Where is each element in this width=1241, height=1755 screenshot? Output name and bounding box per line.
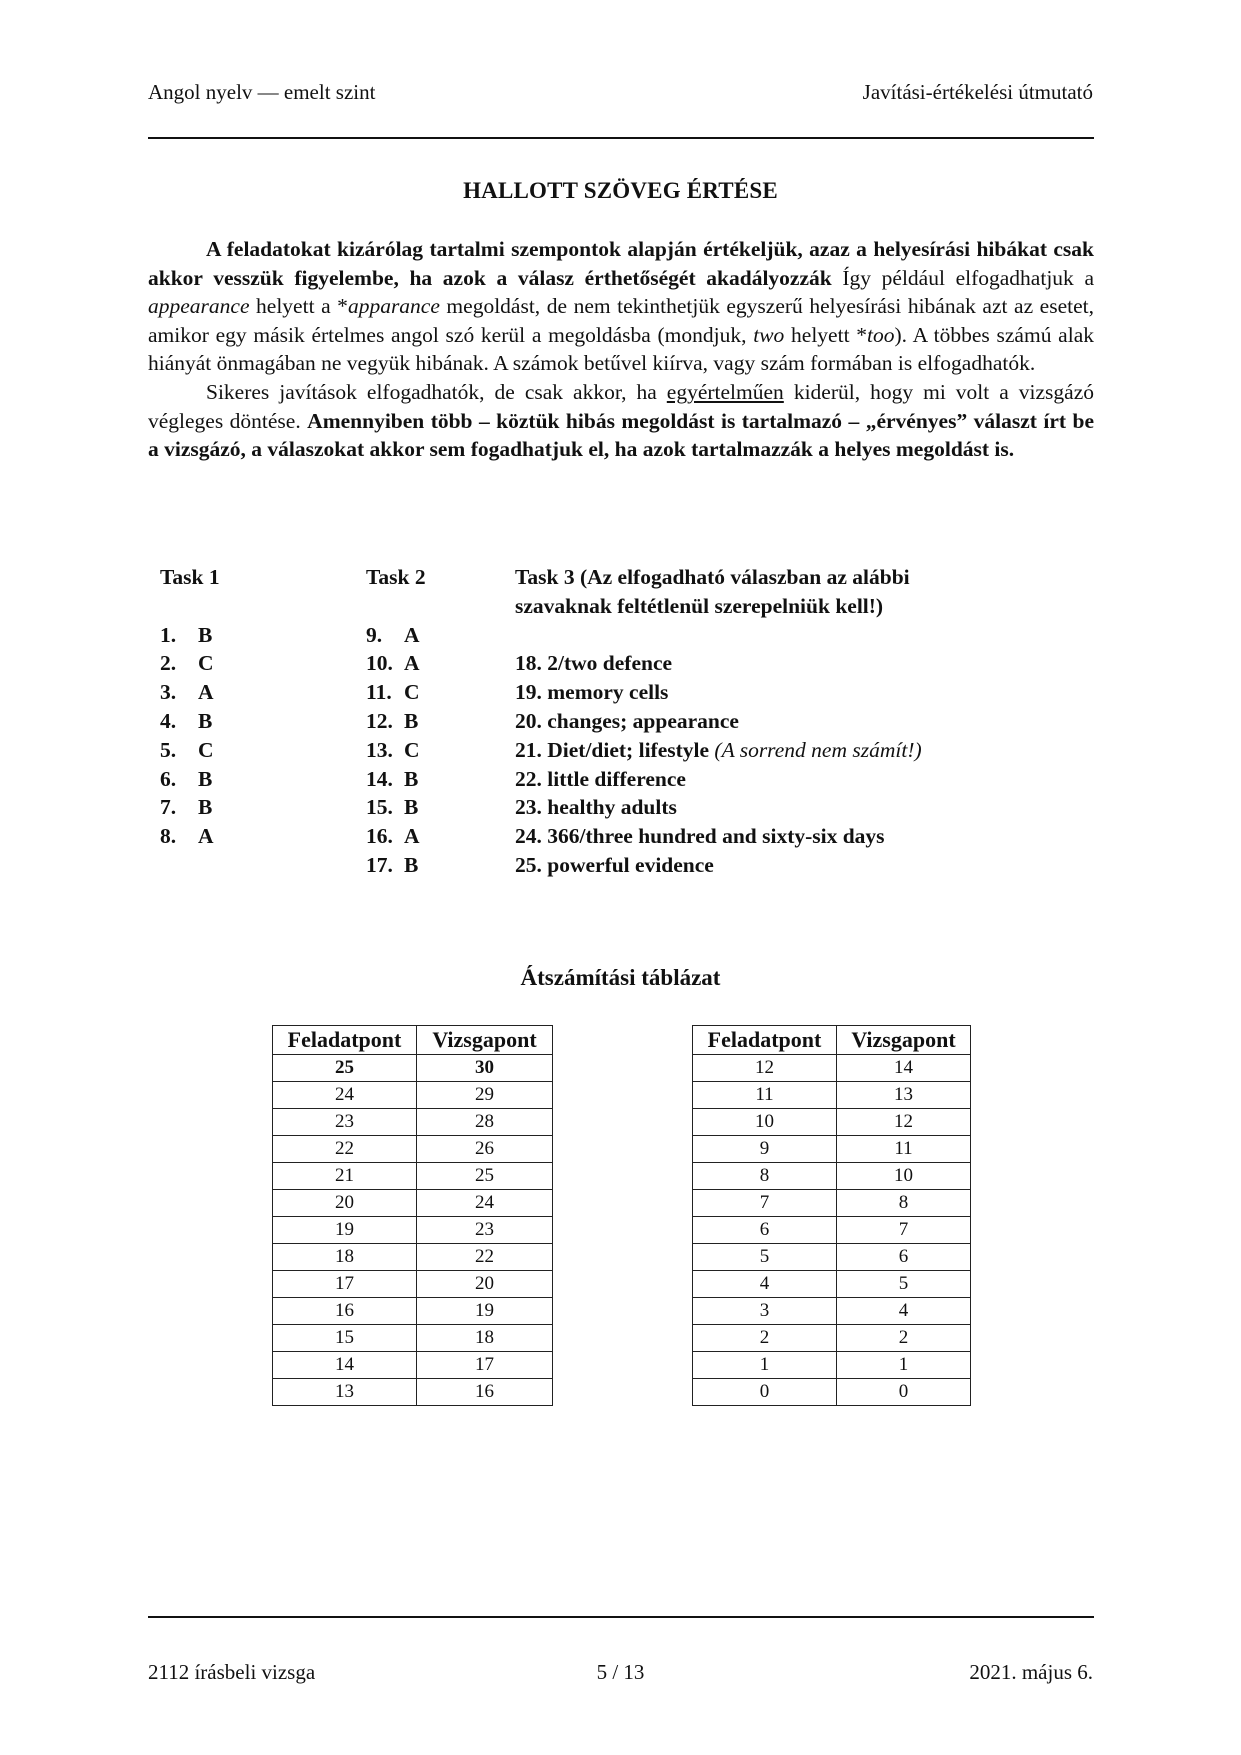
item-answer: A [404, 824, 420, 849]
answer-item [366, 736, 506, 765]
answer-item [515, 793, 1215, 822]
feladatpont-cell: 16 [273, 1298, 417, 1325]
item-number: 10. [366, 651, 393, 676]
feladatpont-cell: 4 [693, 1271, 837, 1298]
item-answer: B [404, 795, 419, 820]
item-answer: A [404, 622, 420, 647]
header-doc-type: Javítási-értékelési útmutató [862, 80, 1093, 104]
item-answer: A [198, 680, 214, 705]
item-answer: B [198, 795, 213, 820]
table-row [273, 1217, 553, 1244]
answer-item [160, 736, 340, 765]
item-answer: 23. healthy adults [515, 795, 677, 820]
instructions [148, 235, 1094, 464]
item-answer: B [198, 622, 213, 647]
answer-item [366, 649, 506, 678]
vizsgapont-cell: 18 [417, 1325, 553, 1352]
feladatpont-cell: 24 [273, 1082, 417, 1109]
table-row [273, 1190, 553, 1217]
table-row [273, 1271, 553, 1298]
item-answer: C [404, 737, 420, 762]
feladatpont-cell: 3 [693, 1298, 837, 1325]
table-row [693, 1190, 971, 1217]
conversion-table-title: Átszámítási táblázat [520, 965, 721, 990]
column-header-vizsgapont: Vizsgapont [837, 1026, 971, 1055]
instructions-paragraph-2 [148, 378, 1094, 464]
answer-item [366, 707, 506, 736]
feladatpont-cell: 20 [273, 1190, 417, 1217]
italic-word: two [753, 322, 785, 347]
table-row [273, 1136, 553, 1163]
task1-heading: Task 1 [160, 565, 220, 589]
text-span: helyett * [784, 322, 868, 347]
vizsgapont-cell: 23 [417, 1217, 553, 1244]
feladatpont-cell: 19 [273, 1217, 417, 1244]
feladatpont-cell: 5 [693, 1244, 837, 1271]
vizsgapont-cell: 10 [837, 1163, 971, 1190]
vizsgapont-cell: 29 [417, 1082, 553, 1109]
answer-item [160, 765, 340, 794]
feladatpont-cell: 23 [273, 1109, 417, 1136]
table-header-row [273, 1026, 553, 1055]
task3-heading-line-2: szavaknak feltétlenül szerepelniük kell!) [515, 593, 884, 618]
item-number: 14. [366, 766, 393, 791]
task3-heading-line-1: Task 3 (Az elfogadható válaszban az alábbi [515, 565, 910, 589]
task3-column [515, 563, 1215, 880]
vizsgapont-cell: 6 [837, 1244, 971, 1271]
page-number: 5 / 13 [596, 1660, 645, 1684]
answer-item [366, 621, 506, 650]
vizsgapont-cell: 1 [837, 1352, 971, 1379]
feladatpont-cell: 18 [273, 1244, 417, 1271]
item-number: 7. [160, 795, 177, 820]
feladatpont-cell: 7 [693, 1190, 837, 1217]
item-number: 1. [160, 622, 177, 647]
answer-item [160, 822, 340, 851]
item-answer: B [198, 708, 213, 733]
footer-exam-code: 2112 írásbeli vizsga [148, 1660, 316, 1684]
task1-answers [160, 621, 340, 851]
item-number: 4. [160, 708, 177, 733]
footer-date: 2021. május 6. [969, 1660, 1093, 1684]
table-row [273, 1109, 553, 1136]
item-answer: 22. little difference [515, 766, 686, 791]
task2-answers [366, 621, 506, 880]
item-number: 12. [366, 708, 393, 733]
item-answer: A [404, 651, 420, 676]
table-row [693, 1379, 971, 1406]
vizsgapont-cell: 2 [837, 1325, 971, 1352]
footer-divider [148, 1616, 1094, 1618]
answer-item [515, 736, 1215, 765]
vizsgapont-cell: 22 [417, 1244, 553, 1271]
item-answer: A [198, 824, 214, 849]
feladatpont-cell: 1 [693, 1352, 837, 1379]
item-number: 13. [366, 737, 393, 762]
vizsgapont-cell: 14 [837, 1055, 971, 1082]
answer-item [366, 678, 506, 707]
column-header-vizsgapont: Vizsgapont [417, 1026, 553, 1055]
answer-item [160, 678, 340, 707]
item-answer: B [198, 766, 213, 791]
feladatpont-cell: 22 [273, 1136, 417, 1163]
item-number: 5. [160, 737, 177, 762]
vizsgapont-cell: 26 [417, 1136, 553, 1163]
vizsgapont-cell: 5 [837, 1271, 971, 1298]
item-number: 9. [366, 622, 383, 647]
item-answer: C [198, 651, 214, 676]
vizsgapont-cell: 20 [417, 1271, 553, 1298]
vizsgapont-cell: 19 [417, 1298, 553, 1325]
table-row [693, 1298, 971, 1325]
feladatpont-cell: 21 [273, 1163, 417, 1190]
item-number: 16. [366, 824, 393, 849]
text-span: helyett a * [249, 294, 348, 319]
item-number: 6. [160, 766, 177, 791]
bold-tail: Amennyiben több – köztük hibás megoldást is tartalmazó – „érvényes” választ írt be a vizsgázó, a válaszokat akkor sem fogadhatjuk el, ha azok tartalmazzák a helyes megoldást is. [148, 408, 1094, 462]
feladatpont-cell: 6 [693, 1217, 837, 1244]
answer-item [160, 707, 340, 736]
feladatpont-cell: 8 [693, 1163, 837, 1190]
vizsgapont-cell: 12 [837, 1109, 971, 1136]
bold-lead: A feladatokat kizárólag tartalmi szempontok alapján értékeljük, azaz a helyesírási hibákat csak akkor vesszük figyelembe, ha azok a válasz érthetőségét akadályozzák [148, 237, 1094, 290]
table-row [273, 1352, 553, 1379]
answer-item [515, 649, 1215, 678]
table-row [273, 1298, 553, 1325]
item-number: 11. [366, 680, 392, 705]
item-answer: 25. powerful evidence [515, 852, 714, 877]
table-row [693, 1109, 971, 1136]
vizsgapont-cell: 24 [417, 1190, 553, 1217]
table-row [693, 1352, 971, 1379]
item-answer: C [198, 737, 214, 762]
item-answer: C [404, 680, 420, 705]
item-number: 3. [160, 680, 177, 705]
column-header-feladatpont: Feladatpont [693, 1026, 837, 1055]
feladatpont-cell: 13 [273, 1379, 417, 1406]
vizsgapont-cell: 11 [837, 1136, 971, 1163]
item-answer: B [404, 852, 419, 877]
task1-column [160, 563, 340, 851]
answer-item [366, 851, 506, 880]
italic-word: apparance [347, 294, 440, 319]
text-span: megoldást, de nem tekinthetjük egyszerű helyesírási hibának azt az esetet, amikor egy másik értelmes angol szó kerül a megoldásba (mondjuk, [148, 294, 1094, 347]
instructions-paragraph-1 [148, 235, 1094, 378]
task2-heading: Task 2 [366, 565, 426, 589]
table-row [273, 1055, 553, 1082]
vizsgapont-cell: 30 [417, 1055, 553, 1082]
header-divider [148, 137, 1094, 139]
task3-answers [515, 649, 1215, 879]
vizsgapont-cell: 28 [417, 1109, 553, 1136]
item-number: 2. [160, 651, 177, 676]
vizsgapont-cell: 17 [417, 1352, 553, 1379]
table-row [273, 1325, 553, 1352]
feladatpont-cell: 11 [693, 1082, 837, 1109]
header-subject: Angol nyelv — emelt szint [148, 80, 376, 104]
italic-word: appearance [148, 294, 250, 319]
vizsgapont-cell: 8 [837, 1190, 971, 1217]
vizsgapont-cell: 7 [837, 1217, 971, 1244]
underlined-word: egyértelműen [666, 379, 784, 404]
conversion-table-right [692, 1025, 971, 1406]
table-row [693, 1217, 971, 1244]
answer-item [515, 707, 1215, 736]
answer-item [366, 822, 506, 851]
answer-item [160, 793, 340, 822]
item-number: 15. [366, 795, 393, 820]
table-row [693, 1271, 971, 1298]
conversion-table-left [272, 1025, 553, 1406]
answer-item [160, 649, 340, 678]
table-row [693, 1082, 971, 1109]
vizsgapont-cell: 16 [417, 1379, 553, 1406]
table-row [693, 1244, 971, 1271]
feladatpont-cell: 10 [693, 1109, 837, 1136]
text-span: Így például elfogadhatjuk a [831, 265, 1094, 290]
answer-item [515, 822, 1215, 851]
answer-item [515, 851, 1215, 880]
table-row [693, 1136, 971, 1163]
answer-item [366, 793, 506, 822]
feladatpont-cell: 15 [273, 1325, 417, 1352]
answer-item [515, 765, 1215, 794]
column-header-feladatpont: Feladatpont [273, 1026, 417, 1055]
item-answer: B [404, 708, 419, 733]
feladatpont-cell: 9 [693, 1136, 837, 1163]
section-title: HALLOTT SZÖVEG ÉRTÉSE [463, 178, 778, 203]
item-answer: 20. changes; appearance [515, 708, 739, 733]
text-span: ). A többes számú alak hiányát önmagában ne vegyük hibának. A számok betűvel kiírva, vagy szám formában is elfogadhatók. [148, 322, 1094, 376]
feladatpont-cell: 25 [273, 1055, 417, 1082]
feladatpont-cell: 14 [273, 1352, 417, 1379]
vizsgapont-cell: 25 [417, 1163, 553, 1190]
answer-item [366, 765, 506, 794]
table-row [693, 1055, 971, 1082]
feladatpont-cell: 12 [693, 1055, 837, 1082]
text-span: kiderül, hogy mi volt a vizsgázó végleges döntése. [148, 379, 1094, 433]
item-answer: 19. memory cells [515, 680, 669, 705]
vizsgapont-cell: 4 [837, 1298, 971, 1325]
vizsgapont-cell: 13 [837, 1082, 971, 1109]
order-note: (A sorrend nem számít!) [709, 737, 922, 762]
vizsgapont-cell: 0 [837, 1379, 971, 1406]
table-row [273, 1163, 553, 1190]
table-row [273, 1379, 553, 1406]
task2-column [366, 563, 506, 880]
item-answer: 24. 366/three hundred and sixty-six days [515, 824, 885, 849]
answer-item [160, 621, 340, 650]
item-answer: 21. Diet/diet; lifestyle [515, 737, 710, 762]
table-row [273, 1082, 553, 1109]
item-answer: 18. 2/two defence [515, 651, 673, 676]
text-span: Sikeres javítások elfogadhatók, de csak akkor, ha [206, 379, 667, 404]
item-answer: B [404, 766, 419, 791]
feladatpont-cell: 2 [693, 1325, 837, 1352]
feladatpont-cell: 17 [273, 1271, 417, 1298]
item-number: 8. [160, 824, 177, 849]
table-row [693, 1325, 971, 1352]
table-row [273, 1244, 553, 1271]
table-header-row [693, 1026, 971, 1055]
answer-item [515, 678, 1215, 707]
feladatpont-cell: 0 [693, 1379, 837, 1406]
table-row [693, 1163, 971, 1190]
item-number: 17. [366, 852, 393, 877]
italic-word: too [867, 322, 895, 347]
